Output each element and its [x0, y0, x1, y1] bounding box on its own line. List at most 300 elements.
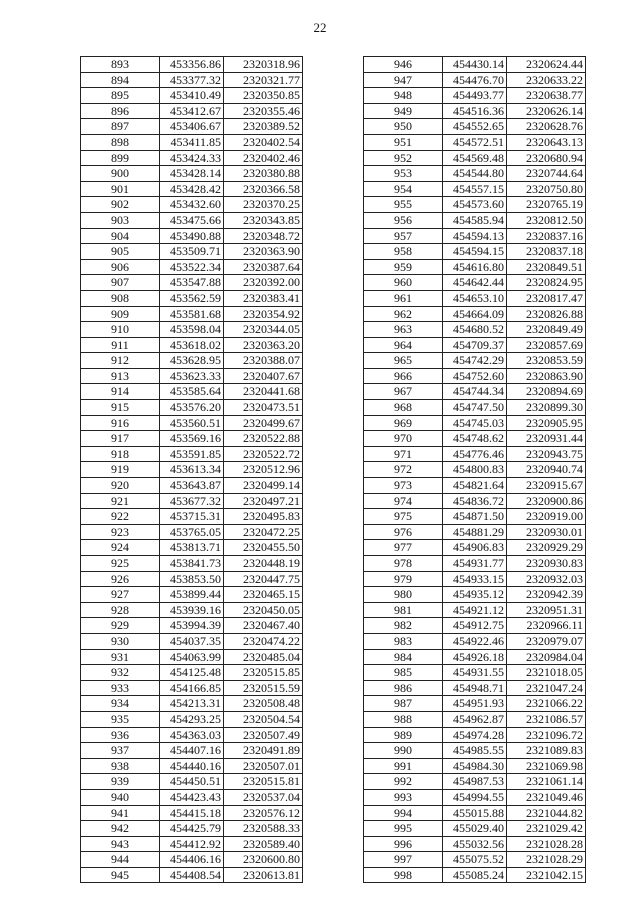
table-row	[81, 446, 303, 462]
table-row	[364, 618, 586, 634]
point-number-cell: 992	[364, 774, 443, 790]
point-number-cell: 923	[81, 524, 160, 540]
table-row	[364, 478, 586, 494]
x-coordinate-cell: 453428.42	[160, 181, 224, 197]
point-number-cell: 984	[364, 649, 443, 665]
y-coordinate-cell: 2320824.95	[507, 275, 586, 291]
point-number-cell: 941	[81, 805, 160, 821]
table-row	[364, 306, 586, 322]
y-coordinate-cell: 2320929.29	[507, 540, 586, 556]
table-row	[364, 322, 586, 338]
table-row	[364, 727, 586, 743]
table-row	[364, 400, 586, 416]
table-row	[364, 774, 586, 790]
x-coordinate-cell: 454412.92	[160, 836, 224, 852]
table-row	[364, 680, 586, 696]
table-row	[364, 337, 586, 353]
y-coordinate-cell: 2320853.59	[507, 353, 586, 369]
table-row	[364, 509, 586, 525]
point-number-cell: 896	[81, 103, 160, 119]
table-row	[81, 244, 303, 260]
y-coordinate-cell: 2320951.31	[507, 602, 586, 618]
point-number-cell: 975	[364, 509, 443, 525]
y-coordinate-cell: 2320392.00	[224, 275, 303, 291]
point-number-cell: 942	[81, 821, 160, 837]
y-coordinate-cell: 2320497.21	[224, 493, 303, 509]
y-coordinate-cell: 2320942.39	[507, 587, 586, 603]
table-row	[81, 415, 303, 431]
table-row	[81, 805, 303, 821]
point-number-cell: 915	[81, 400, 160, 416]
x-coordinate-cell: 453585.64	[160, 384, 224, 400]
x-coordinate-cell: 453841.73	[160, 556, 224, 572]
x-coordinate-cell: 454821.64	[443, 478, 507, 494]
x-coordinate-cell: 454974.28	[443, 727, 507, 743]
point-number-cell: 893	[81, 57, 160, 73]
x-coordinate-cell: 454800.83	[443, 462, 507, 478]
table-row	[81, 322, 303, 338]
y-coordinate-cell: 2321066.22	[507, 696, 586, 712]
x-coordinate-cell: 454680.52	[443, 322, 507, 338]
y-coordinate-cell: 2320515.81	[224, 774, 303, 790]
y-coordinate-cell: 2321061.14	[507, 774, 586, 790]
table-row	[81, 72, 303, 88]
y-coordinate-cell: 2320388.07	[224, 353, 303, 369]
point-number-cell: 929	[81, 618, 160, 634]
table-row	[81, 197, 303, 213]
y-coordinate-cell: 2320588.33	[224, 821, 303, 837]
y-coordinate-cell: 2320857.69	[507, 337, 586, 353]
x-coordinate-cell: 454450.51	[160, 774, 224, 790]
y-coordinate-cell: 2320863.90	[507, 368, 586, 384]
y-coordinate-cell: 2321047.24	[507, 680, 586, 696]
x-coordinate-cell: 454408.54	[160, 867, 224, 883]
x-coordinate-cell: 454926.18	[443, 649, 507, 665]
x-coordinate-cell: 454440.16	[160, 758, 224, 774]
point-number-cell: 970	[364, 431, 443, 447]
point-number-cell: 969	[364, 415, 443, 431]
point-number-cell: 978	[364, 556, 443, 572]
page-number: 22	[313, 20, 327, 35]
y-coordinate-cell: 2320643.13	[507, 134, 586, 150]
x-coordinate-cell: 454931.77	[443, 556, 507, 572]
x-coordinate-cell: 453475.66	[160, 212, 224, 228]
point-number-cell: 958	[364, 244, 443, 260]
y-coordinate-cell: 2320940.74	[507, 462, 586, 478]
x-coordinate-cell: 453677.32	[160, 493, 224, 509]
point-number-cell: 996	[364, 836, 443, 852]
y-coordinate-cell: 2320576.12	[224, 805, 303, 821]
y-coordinate-cell: 2321069.98	[507, 758, 586, 774]
point-number-cell: 960	[364, 275, 443, 291]
table-row	[81, 462, 303, 478]
x-coordinate-cell: 454931.55	[443, 665, 507, 681]
y-coordinate-cell: 2320450.05	[224, 602, 303, 618]
point-number-cell: 918	[81, 446, 160, 462]
y-coordinate-cell: 2320447.75	[224, 571, 303, 587]
table-row	[364, 852, 586, 868]
y-coordinate-cell: 2320350.85	[224, 88, 303, 104]
x-coordinate-cell: 454985.55	[443, 743, 507, 759]
point-number-cell: 956	[364, 212, 443, 228]
y-coordinate-cell: 2320499.67	[224, 415, 303, 431]
x-coordinate-cell: 454948.71	[443, 680, 507, 696]
y-coordinate-cell: 2320485.04	[224, 649, 303, 665]
table-row	[364, 275, 586, 291]
x-coordinate-cell: 455015.88	[443, 805, 507, 821]
table-row	[364, 431, 586, 447]
point-number-cell: 912	[81, 353, 160, 369]
x-coordinate-cell: 453994.39	[160, 618, 224, 634]
x-coordinate-cell: 454951.93	[443, 696, 507, 712]
x-coordinate-cell: 453628.95	[160, 353, 224, 369]
x-coordinate-cell: 453406.67	[160, 119, 224, 135]
point-number-cell: 979	[364, 571, 443, 587]
table-row	[364, 493, 586, 509]
y-coordinate-cell: 2320389.52	[224, 119, 303, 135]
table-row	[364, 228, 586, 244]
y-coordinate-cell: 2320899.30	[507, 400, 586, 416]
table-row	[81, 789, 303, 805]
point-number-cell: 949	[364, 103, 443, 119]
y-coordinate-cell: 2320628.76	[507, 119, 586, 135]
point-number-cell: 971	[364, 446, 443, 462]
y-coordinate-cell: 2320465.15	[224, 587, 303, 603]
point-number-cell: 963	[364, 322, 443, 338]
table-row	[81, 556, 303, 572]
point-number-cell: 907	[81, 275, 160, 291]
point-number-cell: 910	[81, 322, 160, 338]
table-row	[364, 244, 586, 260]
x-coordinate-cell: 454037.35	[160, 633, 224, 649]
table-row	[81, 587, 303, 603]
x-coordinate-cell: 454166.85	[160, 680, 224, 696]
y-coordinate-cell: 2320318.96	[224, 57, 303, 73]
y-coordinate-cell: 2320966.11	[507, 618, 586, 634]
point-number-cell: 982	[364, 618, 443, 634]
coordinates-table-left	[80, 56, 303, 883]
y-coordinate-cell: 2320600.80	[224, 852, 303, 868]
y-coordinate-cell: 2320680.94	[507, 150, 586, 166]
point-number-cell: 950	[364, 119, 443, 135]
x-coordinate-cell: 454881.29	[443, 524, 507, 540]
table-row	[364, 758, 586, 774]
point-number-cell: 917	[81, 431, 160, 447]
point-number-cell: 932	[81, 665, 160, 681]
point-number-cell: 935	[81, 711, 160, 727]
table-row	[364, 181, 586, 197]
table-row	[81, 867, 303, 883]
x-coordinate-cell: 453560.51	[160, 415, 224, 431]
x-coordinate-cell: 454585.94	[443, 212, 507, 228]
x-coordinate-cell: 453899.44	[160, 587, 224, 603]
x-coordinate-cell: 454616.80	[443, 259, 507, 275]
table-row	[364, 384, 586, 400]
table-row	[81, 478, 303, 494]
y-coordinate-cell: 2321089.83	[507, 743, 586, 759]
x-coordinate-cell: 454493.77	[443, 88, 507, 104]
x-coordinate-cell: 453569.16	[160, 431, 224, 447]
y-coordinate-cell: 2320826.88	[507, 306, 586, 322]
point-number-cell: 895	[81, 88, 160, 104]
point-number-cell: 913	[81, 368, 160, 384]
y-coordinate-cell: 2320448.19	[224, 556, 303, 572]
x-coordinate-cell: 454476.70	[443, 72, 507, 88]
table-row	[364, 368, 586, 384]
table-row	[364, 836, 586, 852]
table-row	[364, 446, 586, 462]
point-number-cell: 966	[364, 368, 443, 384]
y-coordinate-cell: 2321018.05	[507, 665, 586, 681]
point-number-cell: 900	[81, 166, 160, 182]
point-number-cell: 948	[364, 88, 443, 104]
y-coordinate-cell: 2320407.67	[224, 368, 303, 384]
x-coordinate-cell: 454573.60	[443, 197, 507, 213]
table-row	[81, 181, 303, 197]
x-coordinate-cell: 453547.88	[160, 275, 224, 291]
x-coordinate-cell: 453715.31	[160, 509, 224, 525]
point-number-cell: 952	[364, 150, 443, 166]
point-number-cell: 946	[364, 57, 443, 73]
table-row	[81, 493, 303, 509]
table-row	[81, 696, 303, 712]
point-number-cell: 897	[81, 119, 160, 135]
x-coordinate-cell: 454935.12	[443, 587, 507, 603]
y-coordinate-cell: 2320402.54	[224, 134, 303, 150]
point-number-cell: 920	[81, 478, 160, 494]
point-number-cell: 914	[81, 384, 160, 400]
point-number-cell: 909	[81, 306, 160, 322]
table-row	[81, 821, 303, 837]
table-row	[364, 119, 586, 135]
x-coordinate-cell: 454933.15	[443, 571, 507, 587]
point-number-cell: 980	[364, 587, 443, 603]
x-coordinate-cell: 454994.55	[443, 789, 507, 805]
point-number-cell: 947	[364, 72, 443, 88]
y-coordinate-cell: 2320507.49	[224, 727, 303, 743]
y-coordinate-cell: 2320355.46	[224, 103, 303, 119]
x-coordinate-cell: 454125.48	[160, 665, 224, 681]
point-number-cell: 998	[364, 867, 443, 883]
y-coordinate-cell: 2320919.00	[507, 509, 586, 525]
table-row	[81, 368, 303, 384]
y-coordinate-cell: 2321044.82	[507, 805, 586, 821]
point-number-cell: 925	[81, 556, 160, 572]
point-number-cell: 973	[364, 478, 443, 494]
table-row	[81, 836, 303, 852]
table-row	[81, 633, 303, 649]
x-coordinate-cell: 454962.87	[443, 711, 507, 727]
x-coordinate-cell: 454836.72	[443, 493, 507, 509]
point-number-cell: 954	[364, 181, 443, 197]
x-coordinate-cell: 454516.36	[443, 103, 507, 119]
x-coordinate-cell: 454594.15	[443, 244, 507, 260]
point-number-cell: 981	[364, 602, 443, 618]
table-row	[364, 571, 586, 587]
y-coordinate-cell: 2320943.75	[507, 446, 586, 462]
point-number-cell: 997	[364, 852, 443, 868]
y-coordinate-cell: 2320589.40	[224, 836, 303, 852]
y-coordinate-cell: 2320512.96	[224, 462, 303, 478]
x-coordinate-cell: 454922.46	[443, 633, 507, 649]
point-number-cell: 988	[364, 711, 443, 727]
table-row	[364, 88, 586, 104]
point-number-cell: 905	[81, 244, 160, 260]
y-coordinate-cell: 2320624.44	[507, 57, 586, 73]
y-coordinate-cell: 2320344.05	[224, 322, 303, 338]
table-row	[81, 400, 303, 416]
y-coordinate-cell: 2320979.07	[507, 633, 586, 649]
x-coordinate-cell: 454423.43	[160, 789, 224, 805]
point-number-cell: 933	[81, 680, 160, 696]
x-coordinate-cell: 453562.59	[160, 290, 224, 306]
point-number-cell: 928	[81, 602, 160, 618]
y-coordinate-cell: 2320354.92	[224, 306, 303, 322]
y-coordinate-cell: 2321086.57	[507, 711, 586, 727]
y-coordinate-cell: 2320467.40	[224, 618, 303, 634]
point-number-cell: 943	[81, 836, 160, 852]
point-number-cell: 961	[364, 290, 443, 306]
x-coordinate-cell: 454747.50	[443, 400, 507, 416]
table-row	[81, 852, 303, 868]
y-coordinate-cell: 2320515.59	[224, 680, 303, 696]
x-coordinate-cell: 453813.71	[160, 540, 224, 556]
table-row	[364, 290, 586, 306]
point-number-cell: 919	[81, 462, 160, 478]
point-number-cell: 964	[364, 337, 443, 353]
y-coordinate-cell: 2320613.81	[224, 867, 303, 883]
point-number-cell: 916	[81, 415, 160, 431]
table-row	[81, 337, 303, 353]
table-row	[81, 88, 303, 104]
y-coordinate-cell: 2321049.46	[507, 789, 586, 805]
y-coordinate-cell: 2320455.50	[224, 540, 303, 556]
y-coordinate-cell: 2320900.86	[507, 493, 586, 509]
table-row	[364, 103, 586, 119]
table-row	[364, 821, 586, 837]
table-row	[364, 665, 586, 681]
x-coordinate-cell: 454213.31	[160, 696, 224, 712]
table-row	[81, 774, 303, 790]
point-number-cell: 985	[364, 665, 443, 681]
x-coordinate-cell: 454871.50	[443, 509, 507, 525]
point-number-cell: 945	[81, 867, 160, 883]
x-coordinate-cell: 454557.15	[443, 181, 507, 197]
y-coordinate-cell: 2320366.58	[224, 181, 303, 197]
y-coordinate-cell: 2320499.14	[224, 478, 303, 494]
y-coordinate-cell: 2320837.18	[507, 244, 586, 260]
y-coordinate-cell: 2320837.16	[507, 228, 586, 244]
table-row	[81, 384, 303, 400]
point-number-cell: 940	[81, 789, 160, 805]
y-coordinate-cell: 2320626.14	[507, 103, 586, 119]
table-row	[364, 462, 586, 478]
table-row	[364, 867, 586, 883]
x-coordinate-cell: 453623.33	[160, 368, 224, 384]
table-row	[364, 415, 586, 431]
y-coordinate-cell: 2320744.64	[507, 166, 586, 182]
table-row	[81, 727, 303, 743]
y-coordinate-cell: 2320474.22	[224, 633, 303, 649]
table-row	[364, 212, 586, 228]
point-number-cell: 937	[81, 743, 160, 759]
y-coordinate-cell: 2320984.04	[507, 649, 586, 665]
x-coordinate-cell: 453428.14	[160, 166, 224, 182]
x-coordinate-cell: 453424.33	[160, 150, 224, 166]
y-coordinate-cell: 2320321.77	[224, 72, 303, 88]
table-row	[81, 649, 303, 665]
point-number-cell: 962	[364, 306, 443, 322]
y-coordinate-cell: 2321029.42	[507, 821, 586, 837]
x-coordinate-cell: 454552.65	[443, 119, 507, 135]
y-coordinate-cell: 2320363.20	[224, 337, 303, 353]
point-number-cell: 977	[364, 540, 443, 556]
table-row	[81, 119, 303, 135]
point-number-cell: 931	[81, 649, 160, 665]
x-coordinate-cell: 453432.60	[160, 197, 224, 213]
point-number-cell: 994	[364, 805, 443, 821]
table-row	[81, 665, 303, 681]
x-coordinate-cell: 455085.24	[443, 867, 507, 883]
table-row	[364, 540, 586, 556]
point-number-cell: 951	[364, 134, 443, 150]
point-number-cell: 953	[364, 166, 443, 182]
point-number-cell: 986	[364, 680, 443, 696]
table-row	[81, 134, 303, 150]
y-coordinate-cell: 2321028.29	[507, 852, 586, 868]
y-coordinate-cell: 2320638.77	[507, 88, 586, 104]
table-row	[81, 259, 303, 275]
y-coordinate-cell: 2320370.25	[224, 197, 303, 213]
y-coordinate-cell: 2321096.72	[507, 727, 586, 743]
table-row	[364, 166, 586, 182]
table-row	[81, 57, 303, 73]
y-coordinate-cell: 2320915.67	[507, 478, 586, 494]
x-coordinate-cell: 454415.18	[160, 805, 224, 821]
x-coordinate-cell: 454653.10	[443, 290, 507, 306]
table-row	[364, 353, 586, 369]
x-coordinate-cell: 454744.34	[443, 384, 507, 400]
x-coordinate-cell: 453509.71	[160, 244, 224, 260]
table-row	[81, 431, 303, 447]
x-coordinate-cell: 453490.88	[160, 228, 224, 244]
table-row	[364, 57, 586, 73]
y-coordinate-cell: 2321042.15	[507, 867, 586, 883]
x-coordinate-cell: 453356.86	[160, 57, 224, 73]
point-number-cell: 965	[364, 353, 443, 369]
y-coordinate-cell: 2320905.95	[507, 415, 586, 431]
point-number-cell: 899	[81, 150, 160, 166]
x-coordinate-cell: 455029.40	[443, 821, 507, 837]
y-coordinate-cell: 2320894.69	[507, 384, 586, 400]
point-number-cell: 991	[364, 758, 443, 774]
y-coordinate-cell: 2320495.83	[224, 509, 303, 525]
point-number-cell: 908	[81, 290, 160, 306]
x-coordinate-cell: 454063.99	[160, 649, 224, 665]
point-number-cell: 959	[364, 259, 443, 275]
table-row	[81, 509, 303, 525]
x-coordinate-cell: 455032.56	[443, 836, 507, 852]
table-row	[364, 805, 586, 821]
table-row	[364, 134, 586, 150]
y-coordinate-cell: 2320522.72	[224, 446, 303, 462]
y-coordinate-cell: 2320507.01	[224, 758, 303, 774]
point-number-cell: 944	[81, 852, 160, 868]
table-row	[81, 618, 303, 634]
table-row	[81, 602, 303, 618]
x-coordinate-cell: 454748.62	[443, 431, 507, 447]
table-row	[81, 212, 303, 228]
